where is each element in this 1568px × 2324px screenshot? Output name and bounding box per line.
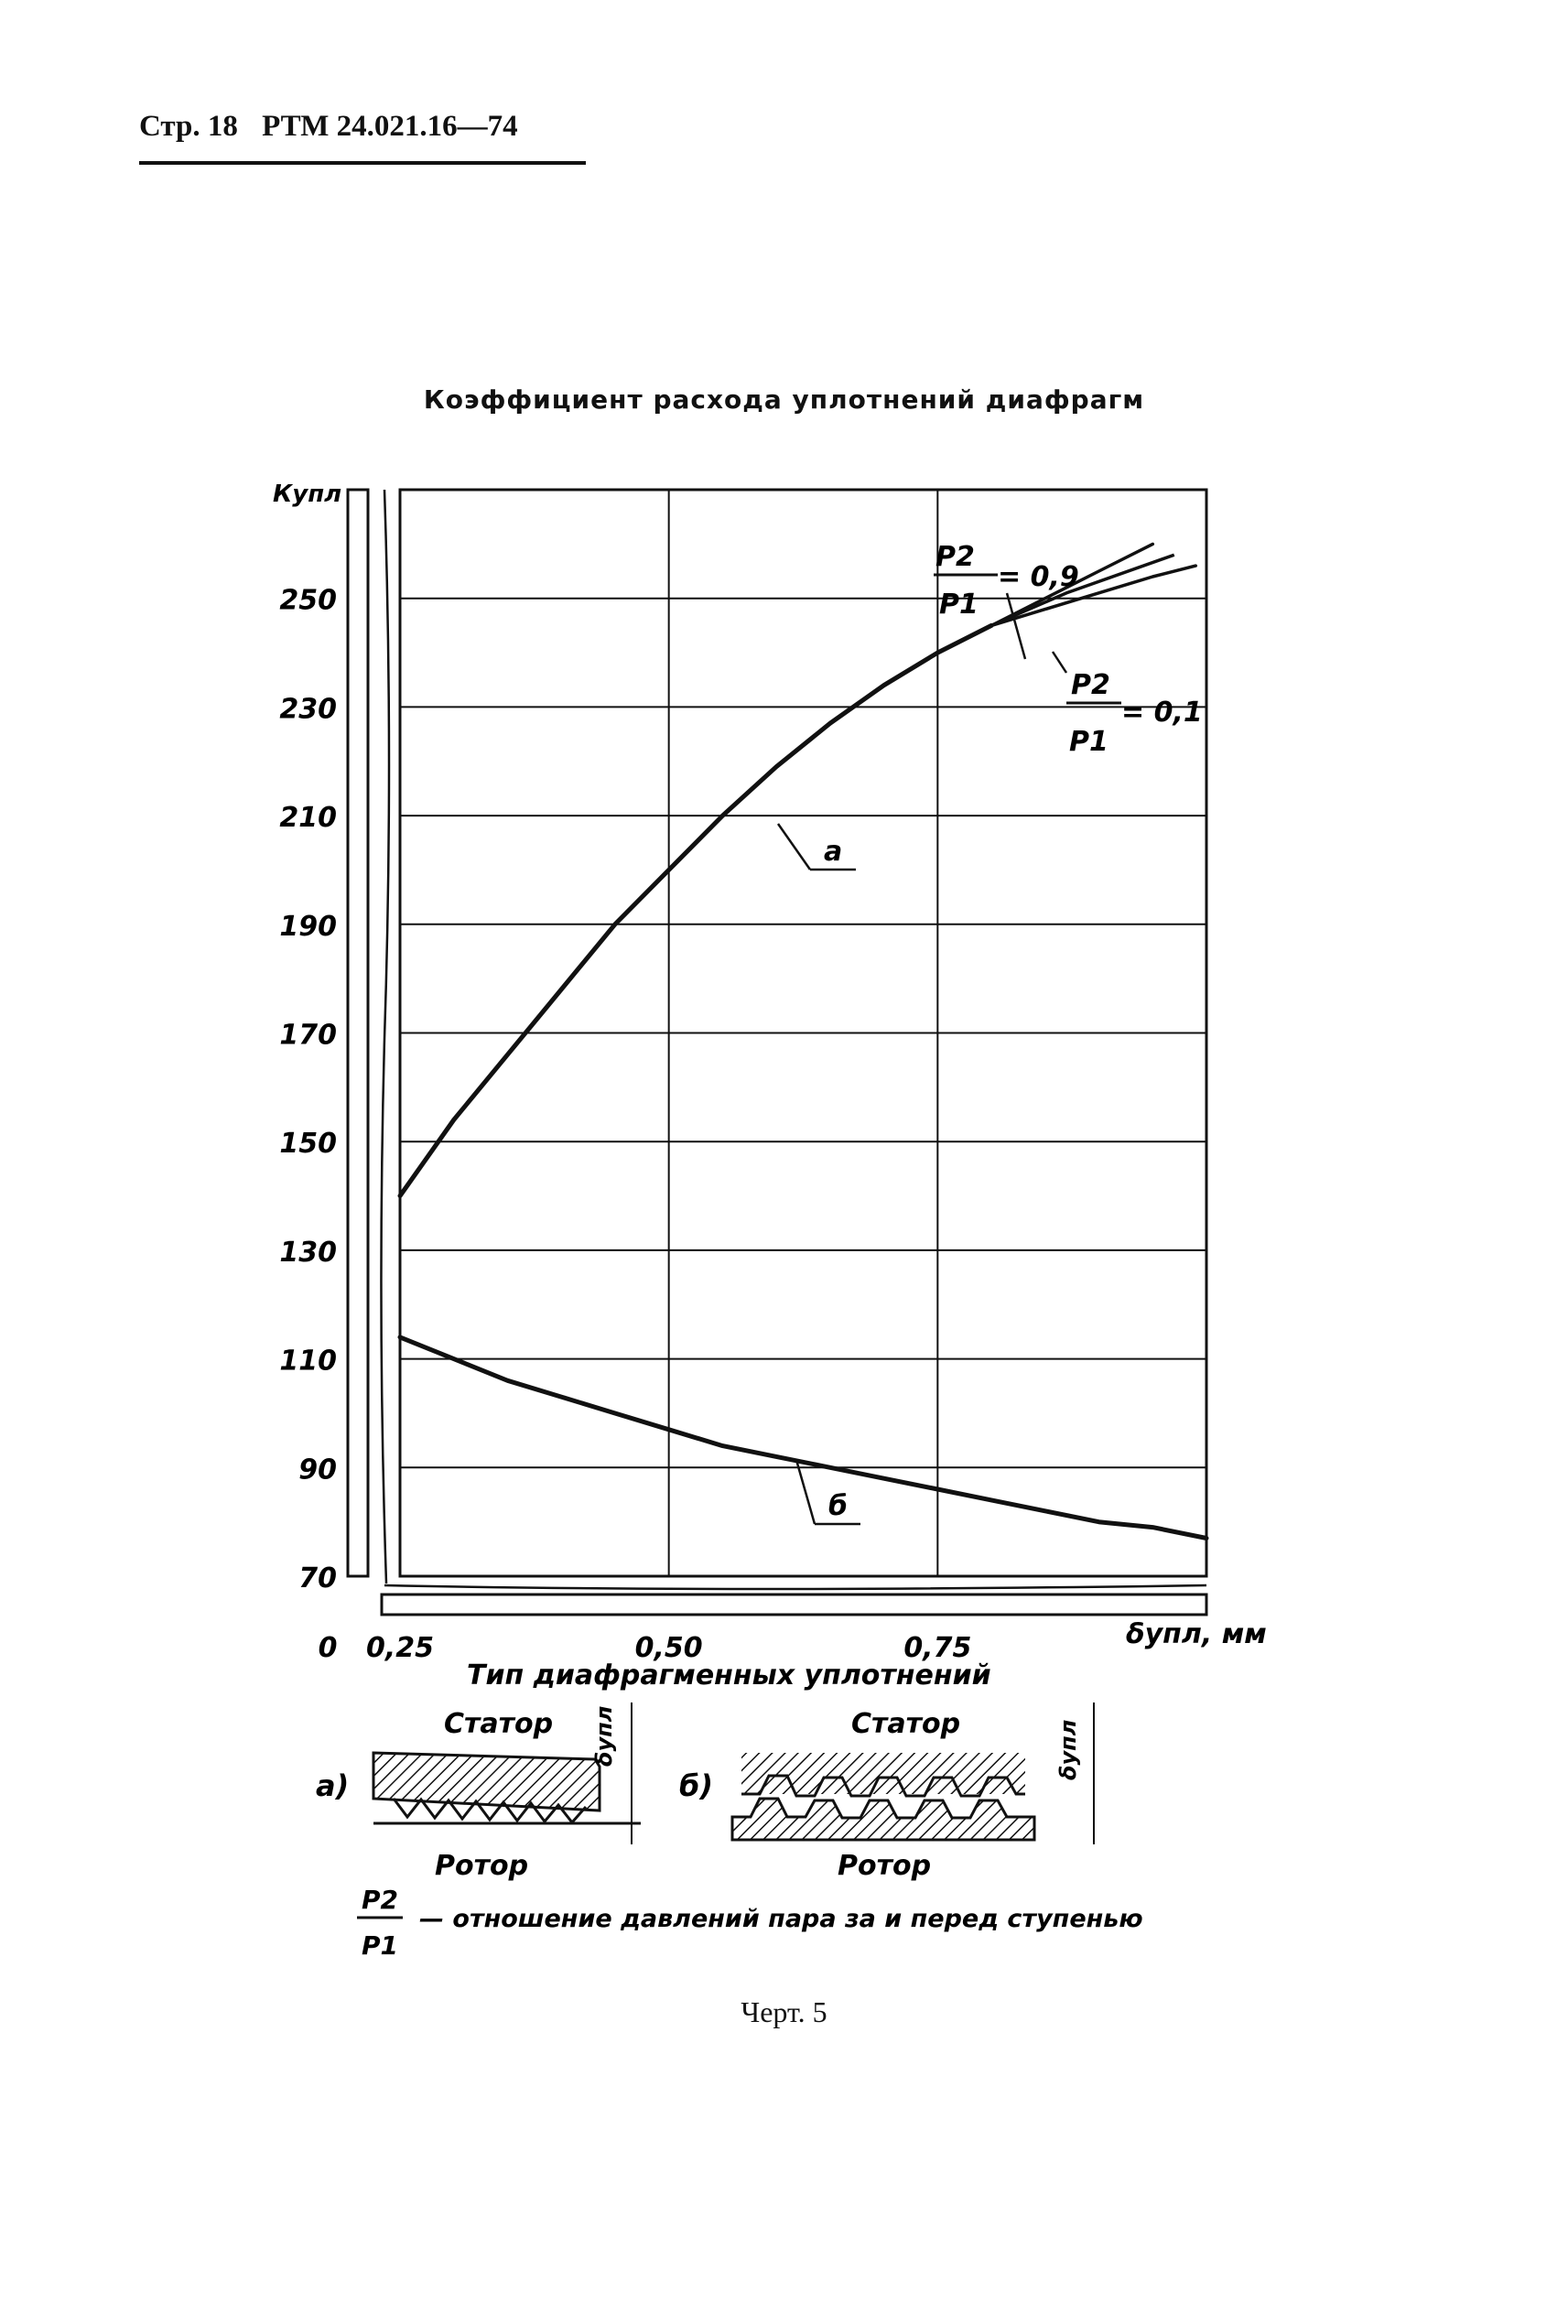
ratio-note-p1: P1 [362,1930,399,1961]
curve-b-leader [796,1460,815,1524]
ratio-09-annotation [934,541,1079,621]
y-tick-label: 170 [279,1019,337,1052]
series-line [400,625,991,1195]
document-code: РТМ 24.021.16—74 [262,110,518,143]
x-axis-label: δупл, мм [1126,1618,1267,1650]
seal-a-rotor: Ротор [435,1850,529,1882]
curve-a-leader [778,824,810,870]
ratio-09-leader [1007,593,1025,659]
ratio-01-leader [1053,652,1066,673]
y-tick-label: 190 [279,910,337,943]
series-line [400,1337,1206,1539]
ratio-09-p2: P2 [935,541,975,573]
figure-caption: Черт. 5 [741,1995,827,2028]
ratio-01-annotation [1066,669,1203,758]
ratio-note [357,1885,1143,1961]
y-tick-label: 90 [298,1454,337,1486]
seal-a-delta: δупл [591,1705,617,1767]
seal-a-diagram [316,1702,641,1882]
seal-b-stator: Статор [851,1708,961,1740]
y-axis-break-wave [381,490,389,1584]
x-axis-break-wave [384,1585,1206,1589]
x-origin-label: 0 [318,1632,338,1664]
ratio-note-text: — отношение давлений пара за и перед ступенью [419,1905,1143,1933]
curve-b-text: б [828,1490,848,1522]
x-tick-label: 0,25 [365,1632,435,1664]
y-tick-label: 150 [279,1128,337,1161]
ratio-09-value: = 0,9 [998,561,1079,593]
ratio-01-value: = 0,1 [1121,697,1203,729]
page-number: Стр. 18 [139,110,238,143]
x-axis-break-strip [382,1594,1206,1615]
y-tick-label: 110 [279,1345,337,1378]
y-tick-label: 210 [279,802,337,835]
seal-b-rotor: Ротор [838,1850,932,1882]
chart-title: Коэффициент расхода уплотнений диафрагм [423,384,1145,415]
x-tick-label: 0,50 [634,1632,703,1664]
ratio-note-p2: P2 [362,1885,399,1915]
curve-a-text: а [824,836,843,868]
seal-b-diagram [679,1702,1094,1882]
y-tick-label: 250 [279,584,337,617]
chart-grid [400,490,1206,1576]
seal-b-label: б) [679,1768,713,1803]
ratio-01-p2: P2 [1071,669,1110,701]
y-tick-label: 230 [279,693,337,726]
seal-a-stator: Статор [444,1708,554,1740]
ratio-09-p1: P1 [939,589,979,621]
y-tick-label: 70 [298,1562,337,1594]
chart-frame [348,490,1206,1615]
y-axis-break-strip [348,490,368,1576]
seal-a-stator-body [373,1753,600,1811]
x-tick-label: 0,75 [903,1632,972,1664]
y-tick-label: 130 [279,1236,337,1269]
seal-types-title: Тип диафрагменных уплотнений [467,1659,991,1692]
seal-b-rotor-body [732,1799,1034,1840]
y-axis-label: Купл [273,481,342,508]
ratio-01-p1: P1 [1069,726,1108,758]
curve-a-label [778,824,856,870]
seal-a-label: а) [316,1768,350,1803]
seal-b-delta: δупл [1055,1719,1081,1780]
